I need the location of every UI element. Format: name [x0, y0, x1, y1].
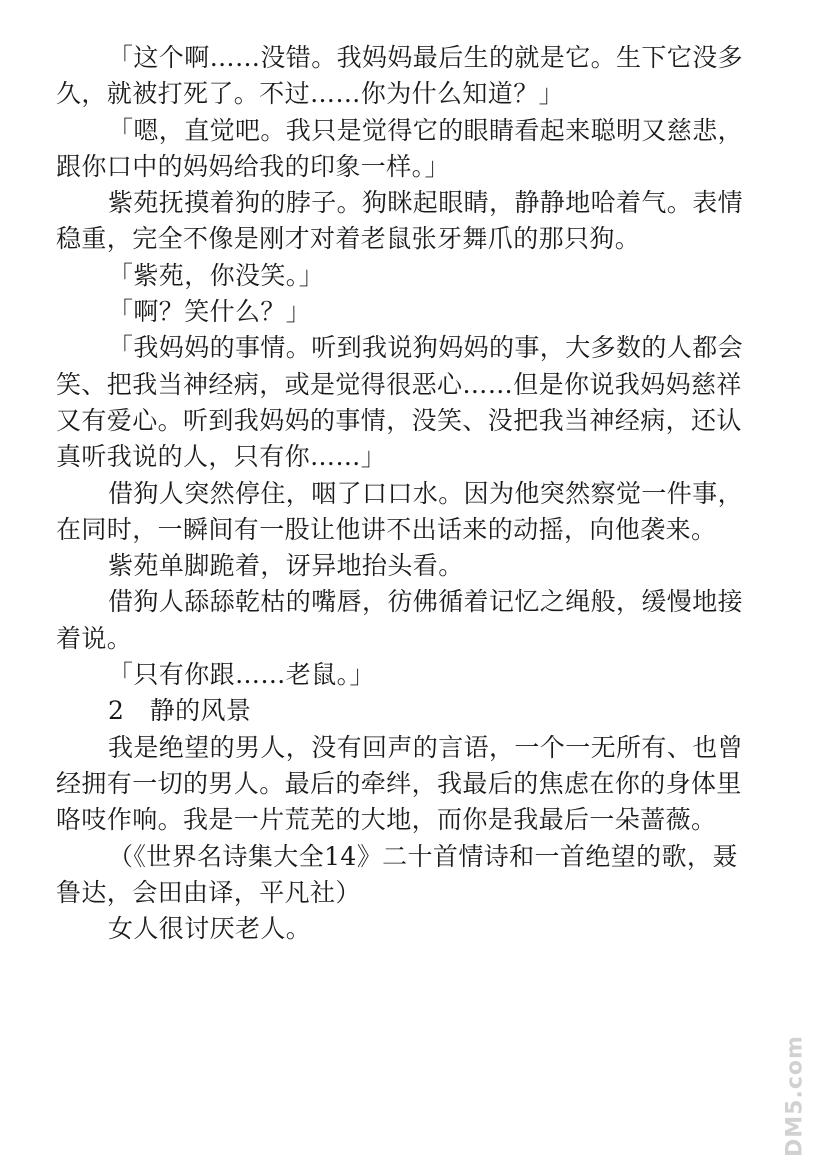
citation: （《世界名诗集大全14》二十首情诗和一首绝望的歌，聂鲁达，会田由译，平凡社） — [56, 841, 738, 907]
paragraph: 「紫苑，你没笑。」 — [108, 260, 325, 290]
paragraph: 「这个啊……没错。我妈妈最后生的就是它。生下它没多久，就被打死了。不过……你为什么知道？」 — [56, 43, 744, 109]
paragraph: 我是绝望的男人，没有回声的言语，一个一无所有、也曾经拥有一切的男人。最后的牵绊，我最后的焦虑在你的身体里咯吱作响。我是一片荒芜的大地，而你是我最后一朵蔷薇。 — [56, 732, 744, 835]
body-text — [56, 40, 756, 947]
paragraph: 紫苑单脚跪着，讶异地抬头看。 — [108, 551, 464, 581]
paragraph: 「我妈妈的事情。听到我说狗妈妈的事，大多数的人都会笑、把我当神经病，或是觉得很恶心……但是你说我妈妈慈祥又有爱心。听到我妈妈的事情，没笑、没把我当神经病，还认真听我说的人，只有你……」 — [56, 333, 744, 472]
paragraph: 「只有你跟……老鼠。」 — [108, 660, 375, 690]
paragraph: 紫苑抚摸着狗的脖子。狗眯起眼睛，静静地哈着气。表情稳重，完全不像是刚才对着老鼠张牙舞爪的那只狗。 — [56, 188, 744, 254]
paragraph: 借狗人舔舔乾枯的嘴唇，彷佛循着记忆之绳般，缓慢地接着说。 — [56, 587, 744, 653]
paragraph: 「啊？笑什么？」 — [108, 297, 312, 327]
paragraph: 「嗯，直觉吧。我只是觉得它的眼睛看起来聪明又慈悲，跟你口中的妈妈给我的印象一样。」 — [56, 115, 744, 181]
paragraph: 女人很讨厌老人。 — [108, 914, 312, 944]
paragraph: 借狗人突然停住，咽了口口水。因为他突然察觉一件事，在同时，一瞬间有一股让他讲不出话来的动摇，向他袭来。 — [56, 478, 744, 544]
section-heading: 2 静的风景 — [108, 696, 252, 726]
watermark-logo: DM5.com — [782, 1035, 808, 1157]
